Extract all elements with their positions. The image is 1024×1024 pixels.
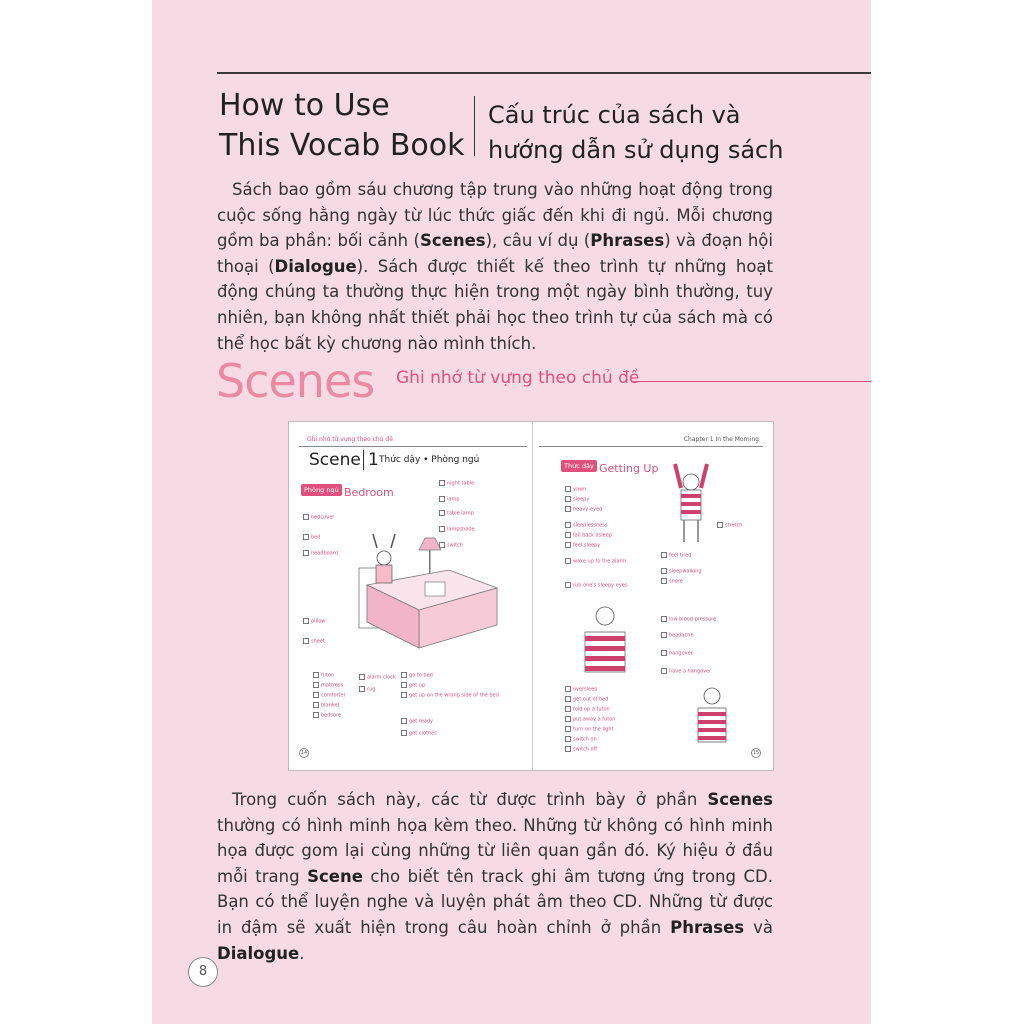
intro-text-1: Sách bao gồm sáu chương tập trung vào những hoạt động trong cuộc sống hằng ngày từ lúc thức giấc đến khi đi ngủ. Mỗi chương gồm ba phần: bối cảnh ( [217, 180, 773, 251]
spread-vocab-item: pillow [303, 618, 326, 625]
spread-vocab-item: comforter [313, 692, 346, 699]
spread-right-label: Getting Up [599, 462, 659, 475]
body-bold-scene: Scene [307, 866, 363, 886]
scenes-heading: Scenes [216, 354, 375, 408]
spread-vocab-item: blanket [313, 702, 340, 709]
title-vietnamese-line-1: Cấu trúc của sách và [488, 101, 741, 129]
intro-bold-phrases: Phrases [590, 231, 665, 251]
title-divider [474, 96, 475, 156]
spread-scene-word: Scene [309, 450, 361, 470]
spread-left-rule [299, 446, 527, 447]
spread-vocab-item: turn on the light [565, 726, 614, 733]
spread-vocab-item: alarm clock [359, 674, 396, 681]
spread-vocab-item: headache [661, 632, 694, 639]
spread-vocab-item: get clothes [401, 730, 437, 737]
spread-vocab-item: low blood pressure [661, 616, 716, 623]
spread-vocab-item: headboard [303, 550, 338, 557]
spread-vocab-item: have a hangover [661, 668, 711, 675]
body-text-1: Trong cuốn sách này, các từ được trình bày ở phần [232, 790, 708, 809]
spread-vocab-item: stretch [717, 522, 742, 529]
spread-vocab-item: get out of bed [565, 696, 608, 703]
spread-vocab-item: yawn [565, 486, 586, 493]
spread-vocab-item: bedcover [303, 514, 334, 521]
body-text-3: cho biết tên track ghi âm tương ứng trong CD. Bạn có thể luyện nghe và luyện phát âm theo CD. Những từ được in đậm sẽ xuất hiện trong câu hoàn chỉnh ở phần [217, 866, 773, 937]
spread-scene-title: Thức dậy • Phòng ngủ [379, 455, 480, 465]
spread-vocab-item: rug [359, 686, 375, 693]
spread-vocab-item: wake up to the alarm [565, 558, 626, 565]
spread-vocab-item: hangover [661, 650, 693, 657]
spread-vocab-item: lampshade [439, 526, 475, 533]
sleepy-person-illustration [579, 602, 631, 674]
spread-vocab-item: sheet [303, 638, 325, 645]
body-text-5: . [299, 943, 305, 963]
intro-text-3: ) và đoạn hội thoại ( [217, 231, 773, 276]
page-number: 8 [188, 957, 218, 987]
scenes-subheading: Ghi nhớ từ vựng theo chủ đề [396, 368, 640, 388]
title-english-line-2: This Vocab Book [219, 128, 465, 163]
spread-left-badge: Phòng ngủ [301, 484, 342, 496]
top-rule [217, 72, 871, 74]
bedroom-illustration [329, 530, 504, 655]
spread-right-badge: Thức dậy [561, 460, 597, 472]
title-english-line-1: How to Use [219, 88, 390, 123]
spread-vocab-item: feel sleepy [565, 542, 600, 549]
spread-vocab-item: get up on the wrong side of the bed [401, 692, 499, 699]
spread-vocab-item: switch off [565, 746, 597, 753]
intro-bold-dialogue: Dialogue [274, 256, 357, 276]
book-page [152, 0, 871, 1024]
intro-bold-scenes: Scenes [419, 231, 486, 251]
body-bold-phrases: Phrases [670, 917, 745, 937]
spread-vocab-item: bedsore [313, 712, 341, 719]
spread-vocab-item: mattress [313, 682, 343, 689]
spread-vocab-item: switch [439, 542, 463, 549]
spread-vocab-item: bed [303, 534, 320, 541]
intro-text-2: ), câu ví dụ ( [485, 231, 591, 251]
spread-vocab-item: lamp [439, 496, 460, 503]
body-bold-scenes: Scenes [707, 790, 773, 809]
spread-right-page-number: 15 [752, 750, 760, 756]
spread-vocab-item: fall back asleep [565, 532, 612, 539]
spread-vocab-item: put away a futon [565, 716, 615, 723]
spread-vocab-item: fold up a futon [565, 706, 610, 713]
spread-vocab-item: futon [313, 672, 334, 679]
spread-vocab-item: get ready [401, 718, 433, 725]
spread-vocab-item: feel tired [661, 552, 691, 559]
headache-person-illustration [692, 684, 732, 744]
scenes-heading-rule [633, 381, 871, 382]
title-english [219, 86, 469, 166]
spread-vocab-item: switch on [565, 736, 597, 743]
spread-right-header: Chapter 1 In the Morning [683, 436, 759, 443]
spread-vocab-item: oversleep [565, 686, 597, 693]
intro-paragraph [217, 177, 773, 356]
intro-text-4: ). Sách được thiết kế theo trình tự những hoạt động chúng ta thường thực hiện trong một ngày bình thường, tuy nhiên, bạn không nhất thiết phải học theo trình tự của sách mà có thể học bất kỳ chương nào mình thích. [217, 256, 773, 353]
spread-vocab-item: rub one's sleepy eyes [565, 582, 627, 589]
spread-vocab-item: go to bed [401, 672, 433, 679]
spread-right-rule [539, 446, 763, 447]
body-text-2: thường có hình minh họa kèm theo. Những từ không có hình minh họa được gom lại cùng những từ liên quan gần đó. Ký hiệu ở đầu mỗi trang [217, 815, 773, 886]
body-bold-dialogue: Dialogue [217, 943, 300, 963]
spread-vocab-item: sleepy [565, 496, 589, 503]
spread-left-label: Bedroom [344, 486, 394, 499]
spread-gutter [532, 422, 533, 770]
spread-vocab-item: sleepwalking [661, 568, 702, 575]
body-paragraph [217, 787, 773, 966]
spread-vocab-item: get up [401, 682, 425, 689]
sample-page-spread-image [288, 421, 774, 771]
spread-vocab-item: heavy-eyed [565, 506, 602, 513]
spread-vocab-item: table lamp [439, 510, 474, 517]
spread-vocab-item: night table [439, 480, 474, 487]
title-vietnamese [488, 98, 788, 168]
spread-vocab-item: sleeplessness [565, 522, 607, 529]
stretching-person-illustration [669, 462, 713, 544]
spread-vocab-item: snore [661, 578, 683, 585]
spread-left-header: Ghi nhớ từ vựng theo chủ đề [307, 436, 393, 443]
body-text-4: và [744, 917, 773, 937]
spread-scene-number: 1 [363, 450, 379, 470]
title-vietnamese-line-2: hướng dẫn sử dụng sách [488, 136, 784, 164]
spread-left-page-number: 14 [300, 750, 308, 756]
